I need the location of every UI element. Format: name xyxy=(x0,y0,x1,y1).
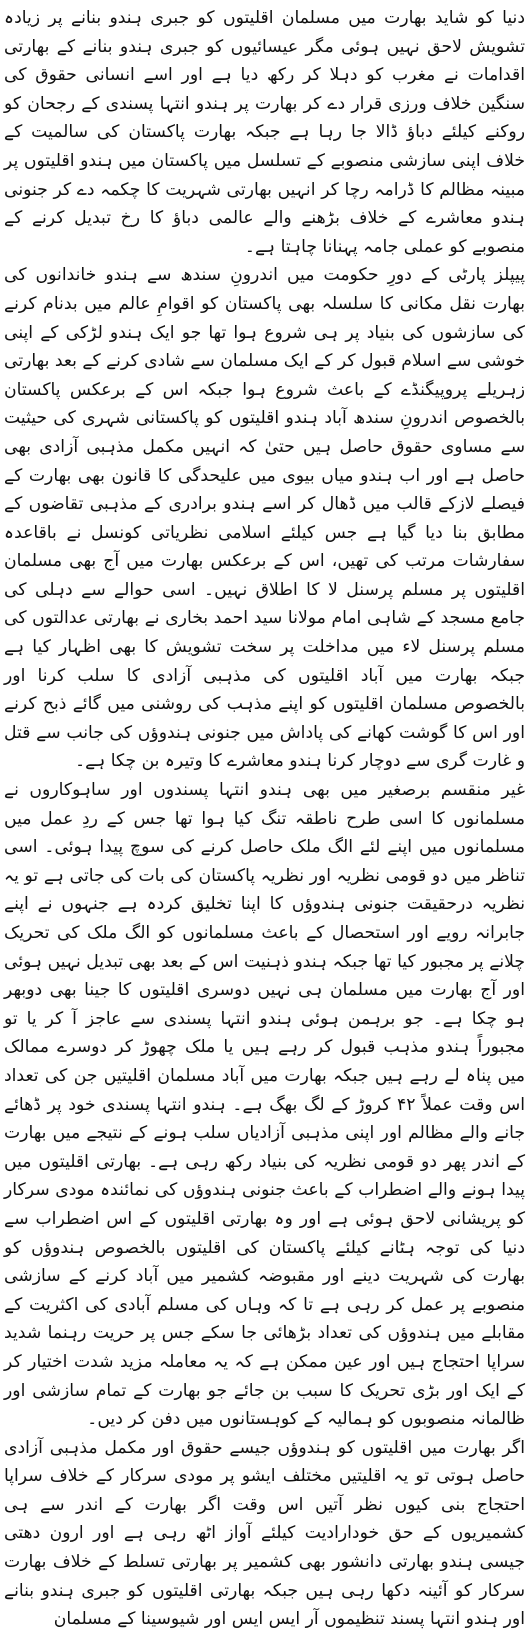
article-paragraph-4: اگر بھارت میں اقلیتوں کو ہندوؤں جیسے حقوق اور مکمل مذہبی آزادی حاصل ہوتی تو یہ اقلیتیں مختلف ایشو پر مودی سرکار کے خلاف سراپا احتجاج بنی کیوں نظر آتیں اس وقت اگر بھارت کے اندر سے ہی کشمیریوں کے حق خودارادیت کیلئے آواز اٹھ رہی ہے اور ارون دھتی جیسی ہندو بھارتی دانشور بھی کشمیر پر بھارتی تسلط کے خلاف بھارت سرکار کو آئینہ دکھا رہی ہیں جبکہ بھارتی اقلیتوں کو جبری ہندو بنانے اور ہندو انتہا پسند تنظیموں آر ایس ایس اور شیوسینا کے مسلمان xyxy=(4,1437,525,1630)
article-paragraph-3: غیر منقسم برصغیر میں بھی ہندو انتہا پسندوں اور ساہوکاروں نے مسلمانوں کا اسی طرح ناطقہ تنگ کیا ہوا تھا جس کے ردِ عمل میں مسلمانوں میں اپنے لئے الگ ملک حاصل کرنے کی سوچ پیدا ہوئی۔ اسی تناظر میں دو قومی نظریہ اور نظریہ پاکستان کی بات کی جاتی ہے تو یہ نظریہ درحقیقت جنونی ہندوؤں کا اپنا تخلیق کردہ ہے جنہوں نے اپنے جابرانہ رویے اور استحصال کے باعث مسلمانوں کو الگ ملک کی تحریک چلانے پر مجبور کیا تھا جبکہ ہندو ذہنیت اس کے بعد بھی تبدیل نہیں ہوئی اور آج بھارت میں مسلمان ہی نہیں دوسری اقلیتوں کا جینا بھی دوبھر ہو چکا ہے۔ جو برہمن ہوئی ہندو انتہا پسندی سے عاجز آ کر یا تو مجبوراً ہندو مذہب قبول کر رہے ہیں یا ملک چھوڑ کر دوسرے ممالک میں پناہ لے رہے ہیں جبکہ بھارت میں آباد مسلمان اقلیتیں جن کی تعداد اس وقت عملاً ۴۲ کروڑ کے لگ بھگ ہے۔ ہندو انتہا پسندی خود پر ڈھائے جانے والے مظالم اور اپنی مذہبی آزادیاں سلب ہونے کے نتیجے میں بھارت کے اندر پھر دو قومی نظریہ کی بنیاد رکھ رہی ہے۔ بھارتی اقلیتوں میں پیدا ہونے والے اضطراب کے باعث جنونی ہندوؤں کی نمائندہ مودی سرکار کو پریشانی لاحق ہوئی ہے اور وہ بھارتی اقلیتوں کے اس اضطراب سے دنیا کی توجہ ہٹانے کیلئے پاکستان کی اقلیتوں بالخصوص ہندوؤں کو بھارت کی شہریت دینے اور مقبوضہ کشمیر میں آباد کرنے کے سازشی منصوبے پر عمل کر رہی ہے تا کہ وہاں کی مسلم آبادی کی اکثریت کے مقابلے میں ہندوؤں کی تعداد بڑھائی جا سکے جس پر حریت رہنما شدید سراپا احتجاج ہیں اور عین ممکن ہے کہ یہ معاملہ مزید شدت اختیار کر کے ایک اور بڑی تحریک کا سبب بن جائے جو بھارت کے تمام سازشی اور ظالمانہ منصوبوں کو ہمالیہ کے کوہستانوں میں دفن کر دیں۔ xyxy=(4,780,525,1430)
article-paragraph-2: پیپلز پارٹی کے دورِ حکومت میں اندرونِ سندھ سے ہندو خاندانوں کی بھارت نقل مکانی کا سلسلہ بھی پاکستان کو اقوامِ عالم میں بدنام کرنے کی سازشوں کی بنیاد پر ہی شروع ہوا تھا جو ایک ہندو لڑکی کے اپنی خوشی سے اسلام قبول کر کے ایک مسلمان سے شادی کرنے کے بعد بھارتی زہریلے پروپیگنڈے کے باعث شروع ہوا جبکہ اس کے برعکس پاکستان بالخصوص اندرونِ سندھ آباد ہندو اقلیتوں کو پاکستانی شہری کی حیثیت سے مساوی حقوق حاصل ہیں حتیٰ کہ انہیں مکمل مذہبی آزادی بھی حاصل ہے اور اب ہندو میاں بیوی میں علیحدگی کا قانون بھی بھارت کے فیصلے لازکے قالب میں ڈھال کر اسے ہندو برادری کے مذہبی تقاضوں کے مطابق بنا دیا گیا ہے جس کیلئے اسلامی نظریاتی کونسل نے باقاعدہ سفارشات مرتب کی تھیں، اس کے برعکس بھارت میں آج بھی مسلمان اقلیتوں پر مسلم پرسنل لا کا اطلاق نہیں۔ اسی حوالے سے دہلی کی جامع مسجد کے شاہی امام مولانا سید احمد بخاری نے بھارتی عدالتوں کی مسلم پرسنل لاء میں مداخلت پر سخت تشویش کا بھی اظہار کیا ہے جبکہ بھارت میں آباد اقلیتوں کی مذہبی آزادی کا سلب کرنا اور بالخصوص مسلمان اقلیتوں کو اپنے مذہب کی روشنی میں گائے ذبح کرنے اور اس کا گوشت کھانے کی پاداش میں جنونی ہندوؤں کی جانب سے قتل و غارت گری سے دوچار کرنا ہندو معاشرے کا وتیرہ بن چکا ہے۔ xyxy=(4,265,525,772)
article-paragraph-1: دنیا کو شاید بھارت میں مسلمان اقلیتوں کو جبری ہندو بنانے پر زیادہ تشویش لاحق نہیں ہوئی مگر عیسائیوں کو جبری ہندو بنانے کے بھارتی اقدامات نے مغرب کو دہلا کر رکھ دیا ہے اور اسے انسانی حقوق کی سنگین خلاف ورزی قرار دے کر بھارت پر ہندو انتہا پسندی کے رجحان کو روکنے کیلئے دباؤ ڈالا جا رہا ہے جبکہ بھارت پاکستان کی سالمیت کے خلاف اپنی سازشی منصوبے کے تسلسل میں پاکستان میں ہندو اقلیتوں پر مبینہ مظالم کا ڈرامہ رچا کر انہیں بھارتی شہریت کا چکمہ دے کر جنونی ہندو معاشرے کے خلاف بڑھنے والے عالمی دباؤ کا رخ تبدیل کرنے کے منصوبے کو عملی جامہ پہنانا چاہتا ہے۔ xyxy=(4,8,525,257)
